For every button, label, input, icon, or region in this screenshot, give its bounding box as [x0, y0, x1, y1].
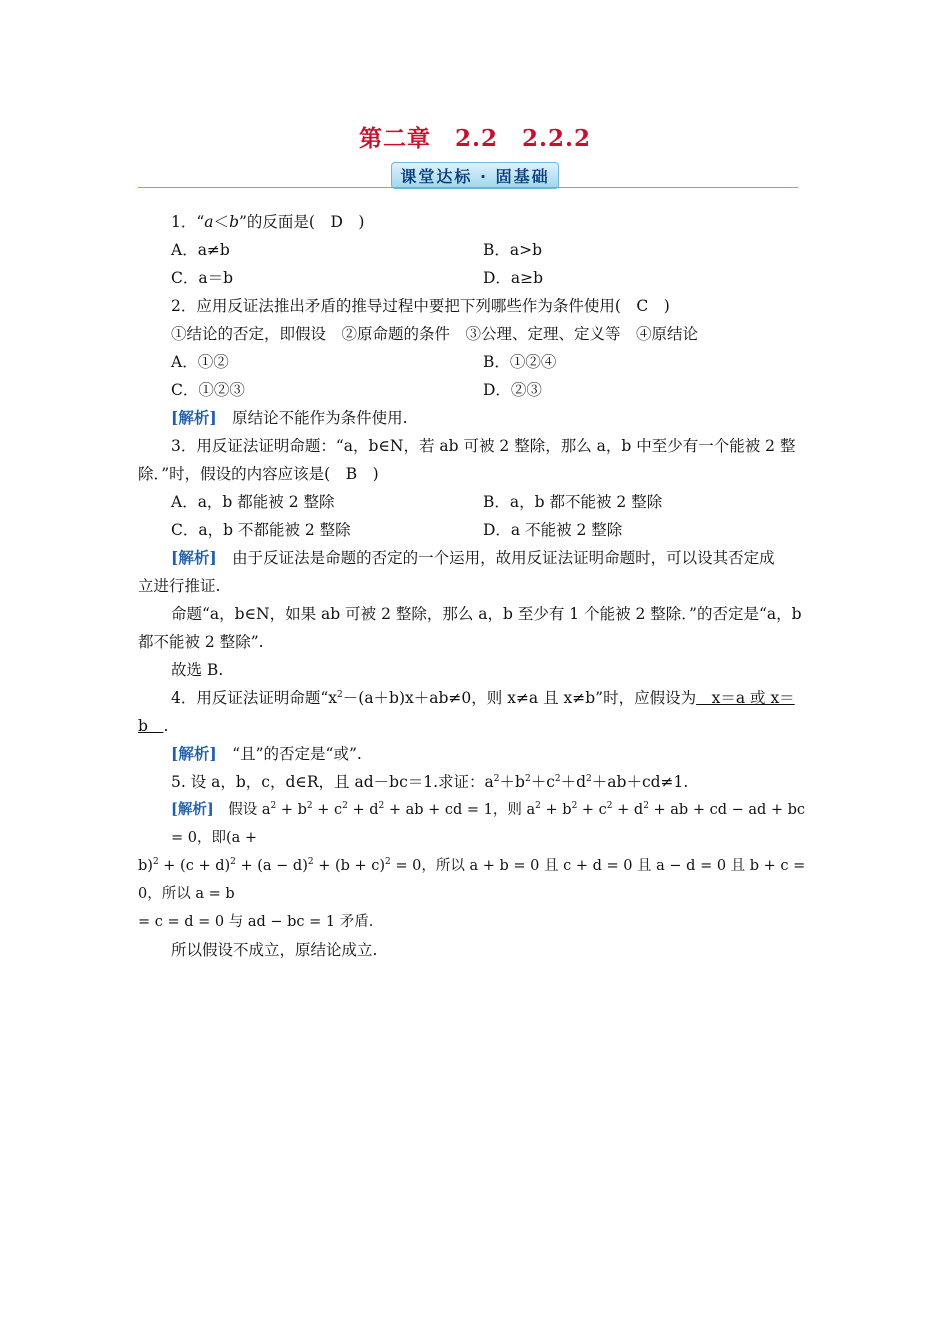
q5-text-b: ＋b	[499, 773, 525, 791]
exp: 2	[307, 857, 314, 868]
question-3-options-row-1	[138, 488, 814, 516]
analysis-text: “且”的否定是“或”.	[216, 745, 362, 763]
question-3-analysis-line-3: 命题“a，b∈N，如果 ab 可被 2 整除，那么 a，b 至少有 1 个能被 2 整除．”的否定是“a，b	[171, 605, 802, 623]
exp: 2	[643, 801, 649, 812]
t: + d	[347, 802, 379, 818]
option-c: C．①②③	[171, 381, 245, 399]
exp: 2	[342, 801, 348, 812]
option-b: B．①②④	[483, 353, 557, 371]
question-2-analysis	[138, 404, 814, 432]
question-2-stem: 2．应用反证法推出矛盾的推导过程中要把下列哪些作为条件使用( C )	[171, 297, 670, 315]
q4-text: 4．用反证法证明命题“x	[171, 689, 338, 707]
option-d: D．a≥b	[483, 269, 544, 287]
analysis-text: 原结论不能作为条件使用.	[216, 409, 408, 427]
exp: 2	[554, 773, 561, 784]
exp: 2	[606, 801, 613, 812]
t: + ab + cd = 1，则 a	[384, 802, 536, 818]
question-2-options-row-2	[138, 376, 814, 404]
option-b: B．a>b	[483, 241, 543, 259]
question-3-analysis-line-5: 故选 B.	[171, 661, 224, 679]
option-a: A．a，b 都能被 2 整除	[171, 493, 335, 511]
question-3-analysis-line-1	[138, 544, 814, 572]
analysis-text: 由于反证法是命题的否定的一个运用，故用反证法证明命题时，可以设其否定成	[216, 549, 775, 567]
analysis-tag: [解析]	[171, 744, 217, 763]
t: + b	[276, 802, 307, 818]
t: 假设 a	[213, 802, 271, 818]
question-2-options-row-1	[138, 348, 814, 376]
exp: 2	[378, 801, 385, 812]
exp: 2	[535, 801, 541, 812]
exp: 2	[152, 857, 159, 868]
q1-var-b: b	[229, 213, 239, 231]
q4-answer-blank-cont: b	[138, 717, 164, 735]
t: + b	[540, 802, 572, 818]
exp: 2	[524, 773, 531, 784]
exp: 2	[306, 801, 313, 812]
t: + ab + cd − ad + bc = 0，即(a +	[171, 802, 806, 846]
analysis-tag: [解析]	[171, 548, 217, 567]
q1-lt: ＜	[213, 213, 230, 231]
q5-text-e: ＋ab＋cd≠1.	[591, 773, 689, 791]
exp: 2	[493, 773, 500, 784]
t: + c	[312, 802, 343, 818]
section-banner-wrap	[0, 162, 950, 189]
option-b: B．a，b 都不能被 2 整除	[483, 493, 663, 511]
question-2-conditions: ①结论的否定，即假设 ②原命题的条件 ③公理、定理、定义等 ④原结论	[171, 325, 699, 343]
q4-end: .	[163, 717, 169, 735]
question-4-analysis	[138, 740, 814, 768]
question-5-stem	[138, 768, 814, 796]
question-5-analysis-line-3: = c = d = 0 与 ad − bc = 1 矛盾.	[138, 914, 374, 930]
exp: 2	[270, 801, 277, 812]
q1-text-end: ”的反面是( D )	[239, 213, 365, 231]
t: + (a − d)	[235, 858, 308, 874]
q4-text-2: －(a＋b)x＋ab≠0，则 x≠a 且 x≠b”时，应假设为	[342, 689, 697, 707]
page-title: 第二章 2.2 2.2.2	[358, 125, 592, 152]
question-3-stem-line-2: 除．”时，假设的内容应该是( B )	[138, 465, 379, 483]
question-4-stem-line-2	[138, 712, 814, 740]
exp: 2	[230, 857, 236, 868]
option-d: D．②③	[483, 381, 542, 399]
header-divider	[138, 187, 798, 188]
t: + d	[612, 802, 644, 818]
section-banner: 课堂达标 · 固基础	[391, 162, 558, 189]
exp: 2	[586, 773, 592, 784]
q5-text-c: ＋c	[530, 773, 555, 791]
q4-exponent: 2	[337, 689, 343, 700]
exp: 2	[571, 801, 578, 812]
option-c: C．a＝b	[171, 269, 234, 287]
question-1-options-row-1	[138, 236, 814, 264]
option-c: C．a，b 不都能被 2 整除	[171, 521, 351, 539]
option-a: A．a≠b	[171, 241, 230, 259]
question-3-analysis-line-2: 立进行推证.	[138, 577, 221, 595]
analysis-tag: [解析]	[171, 801, 214, 818]
q4-answer-blank: x＝a 或 x＝	[696, 689, 795, 707]
q1-var-a: a	[204, 213, 214, 231]
question-5-analysis-line-1	[138, 796, 814, 852]
option-a: A．①②	[171, 353, 229, 371]
q5-text-d: ＋d	[560, 773, 587, 791]
q5-text-a: 5. 设 a，b，c，d∈R，且 ad－bc＝1.求证：a	[171, 773, 494, 791]
question-4-stem-line-1	[138, 684, 814, 712]
t: b)	[138, 858, 153, 874]
t: + (b + c)	[313, 858, 386, 874]
t: + (c + d)	[158, 858, 231, 874]
option-d: D．a 不能被 2 整除	[483, 521, 623, 539]
question-3-analysis-line-4: 都不能被 2 整除”.	[138, 633, 264, 651]
analysis-tag: [解析]	[171, 408, 217, 427]
question-1-stem	[138, 208, 814, 236]
question-3-options-row-2	[138, 516, 814, 544]
exercise-content	[138, 208, 814, 964]
question-3-stem-line-1: 3．用反证法证明命题：“a，b∈N，若 ab 可被 2 整除，那么 a，b 中至少有一个能被 2 整	[171, 437, 796, 455]
question-1-options-row-2	[138, 264, 814, 292]
q1-text: 1．“	[171, 213, 205, 231]
question-5-analysis-line-2	[138, 852, 814, 908]
t: = 0，所以 a + b = 0 且 c + d = 0 且 a − d = 0 且 b + c = 0，所以 a = b	[138, 858, 806, 902]
exp: 2	[385, 857, 391, 868]
t: + c	[577, 802, 607, 818]
question-5-analysis-line-4: 所以假设不成立，原结论成立.	[171, 941, 378, 959]
